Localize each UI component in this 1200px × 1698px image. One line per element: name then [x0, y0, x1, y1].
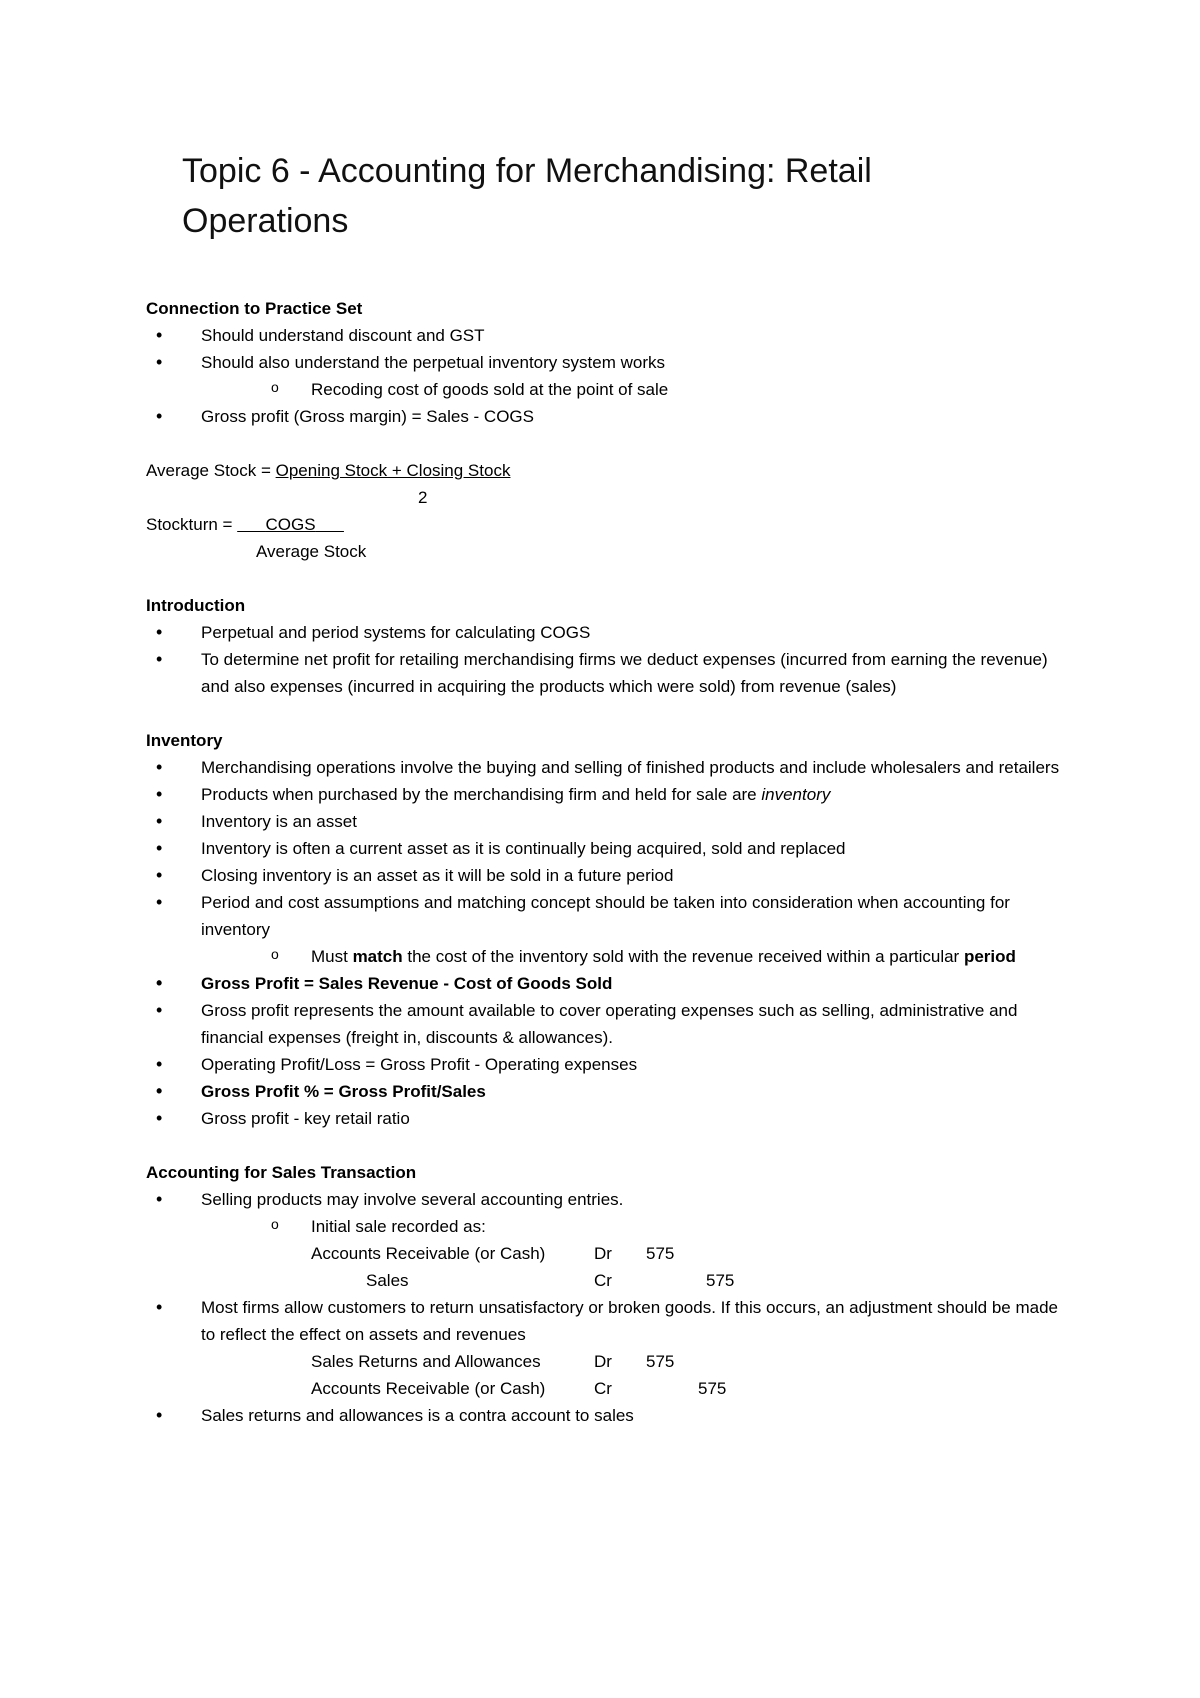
list-item: • Products when purchased by the merchandising firm and held for sale are inventory	[146, 781, 1066, 808]
list-item	[146, 889, 1066, 970]
entry-side: Dr	[594, 1352, 612, 1371]
list-item	[146, 349, 1066, 403]
sub-list	[201, 943, 1066, 970]
list-item: • Operating Profit/Loss = Gross Profit - Operating expenses	[146, 1051, 1066, 1078]
list-item: • Sales returns and allowances is a contra account to sales	[146, 1402, 1066, 1429]
heading-inventory: Inventory	[146, 731, 223, 750]
page-title: Topic 6 - Accounting for Merchandising: Retail Operations	[182, 152, 872, 240]
entry-amount: 575	[698, 1379, 727, 1398]
entry-account: Accounts Receivable (or Cash)	[311, 1244, 546, 1263]
list-item-text: Should also understand the perpetual inventory system works	[201, 353, 665, 372]
list-item-text: Selling products may involve several accounting entries.	[201, 1190, 624, 1209]
list-item	[146, 1186, 1066, 1294]
entry-account: Sales	[366, 1271, 409, 1290]
heading-introduction: Introduction	[146, 596, 246, 615]
list-item: • Gross profit (Gross margin) = Sales - COGS	[146, 403, 1066, 430]
sub-list	[201, 376, 1066, 403]
list-item-text: Period and cost assumptions and matching concept should be taken into consideration when accounting for inventory	[201, 893, 1010, 939]
list-item: • Gross Profit = Sales Revenue - Cost of Goods Sold	[146, 970, 1066, 997]
emphasis-inventory: inventory	[761, 785, 831, 804]
list-item: • Inventory is an asset	[146, 808, 1066, 835]
inventory-list	[146, 754, 1066, 1132]
heading-sales-transaction: Accounting for Sales Transaction	[146, 1163, 417, 1182]
entry-amount: 575	[706, 1271, 735, 1290]
journal-entry-row	[146, 1375, 1066, 1402]
sub-list-item: o Recoding cost of goods sold at the point of sale	[201, 376, 1066, 403]
entry-side: Cr	[594, 1379, 612, 1398]
list-item: • Gross profit represents the amount available to cover operating expenses such as selling, administrative and financial expenses (freight in, discounts & allowances).	[146, 997, 1066, 1051]
list-item: • Closing inventory is an asset as it will be sold in a future period	[146, 862, 1066, 889]
introduction-list	[146, 619, 1066, 700]
stockturn-label: Stockturn =	[146, 515, 238, 534]
document-body	[146, 295, 1066, 1429]
average-stock-formula	[146, 457, 1066, 484]
entry-account: Accounts Receivable (or Cash)	[311, 1379, 546, 1398]
journal-entry-row	[146, 1267, 1066, 1294]
journal-entry-row	[146, 1348, 1066, 1375]
list-item: • Merchandising operations involve the buying and selling of finished products and include wholesalers and retailers	[146, 754, 1066, 781]
sub-list-item: o Must match the cost of the inventory sold with the revenue received within a particular period	[201, 943, 1066, 970]
heading-connection: Connection to Practice Set	[146, 299, 363, 318]
list-item	[146, 1294, 1066, 1402]
stockturn-denominator: Average Stock	[256, 542, 367, 561]
list-item: • Gross Profit % = Gross Profit/Sales	[146, 1078, 1066, 1105]
journal-entry-row	[146, 1240, 1066, 1267]
sales-list	[146, 1186, 1066, 1429]
list-item: • Perpetual and period systems for calculating COGS	[146, 619, 1066, 646]
entry-side: Dr	[594, 1244, 612, 1263]
entry-side: Cr	[594, 1271, 612, 1290]
average-stock-label: Average Stock =	[146, 461, 276, 480]
stockturn-formula	[146, 511, 1066, 538]
list-item: • Should understand discount and GST	[146, 322, 1066, 349]
average-stock-numerator: Opening Stock + Closing Stock	[275, 461, 511, 480]
entry-account: Sales Returns and Allowances	[311, 1352, 541, 1371]
average-stock-denominator: 2	[418, 488, 428, 507]
list-item: • Gross profit - key retail ratio	[146, 1105, 1066, 1132]
list-item-text: Most firms allow customers to return unsatisfactory or broken goods. If this occurs, an adjustment should be made to reflect the effect on assets and revenues	[201, 1298, 1058, 1344]
list-item: • Inventory is often a current asset as it is continually being acquired, sold and replaced	[146, 835, 1066, 862]
connection-list	[146, 322, 1066, 430]
entry-amount: 575	[646, 1352, 675, 1371]
sub-list	[201, 1213, 1066, 1240]
sub-list-item: o Initial sale recorded as:	[201, 1213, 1066, 1240]
entry-amount: 575	[646, 1244, 675, 1263]
list-item: • To determine net profit for retailing merchandising firms we deduct expenses (incurred from earning the revenue) and also expenses (incurred in acquiring the products which were sold) from revenue (sales)	[146, 646, 1066, 700]
stockturn-numerator: COGS	[265, 515, 316, 534]
